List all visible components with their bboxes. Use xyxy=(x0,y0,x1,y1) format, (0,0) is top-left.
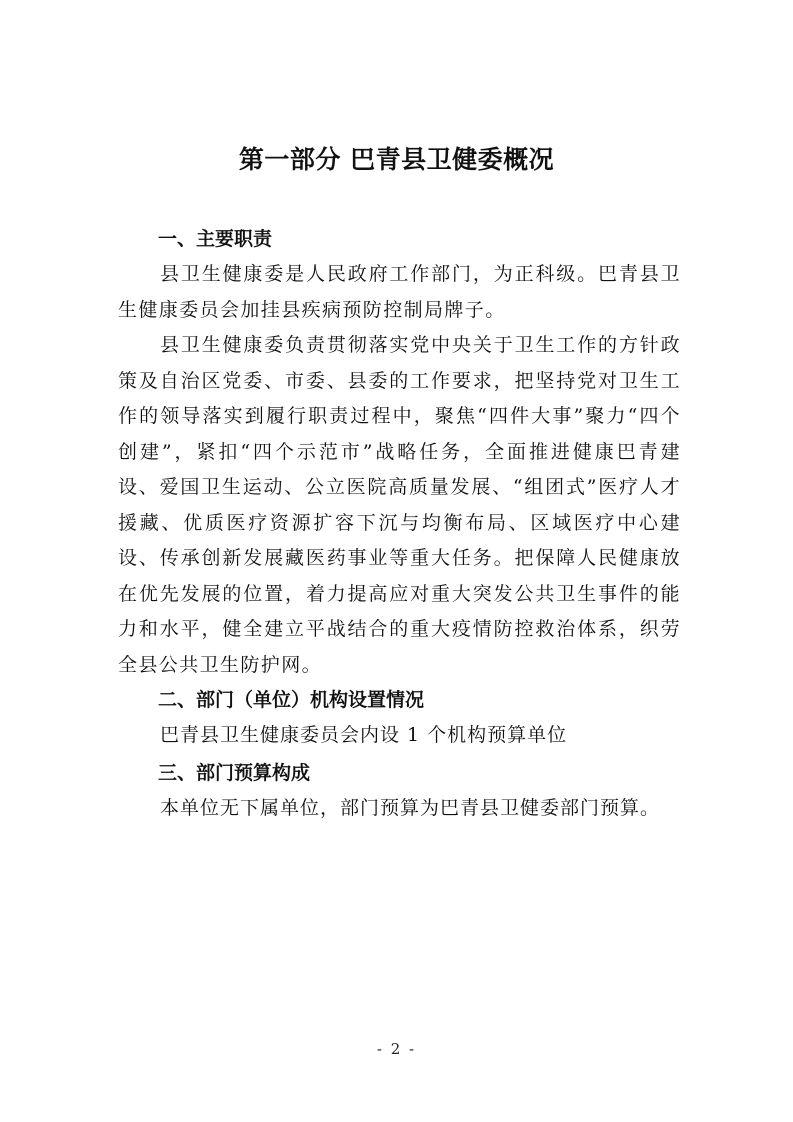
paragraph: 县卫生健康委负责贯彻落实党中央关于卫生工作的方针政策及自治区党委、市委、县委的工作要求，把坚持党对卫生工作的领导落实到履行职责过程中，聚焦“四件大事”聚力“四个创建”，紧扣“四个示范市”战略任务，全面推进健康巴青建设、爱国卫生运动、公立医院高质量发展、“组团式”医疗人才援藏、优质医疗资源扩容下沉与均衡布局、区域医疗中心建设、传承创新发展藏医药事业等重大任务。把保障人民健康放在优先发展的位置，着力提高应对重大突发公共卫生事件的能力和水平，健全建立平战结合的重大疫情防控救治体系，织劳全县公共卫生防护网。 xyxy=(118,334,681,676)
page-title: 第一部分 巴青县卫健委概况 xyxy=(238,145,555,174)
paragraph: 县卫生健康委是人民政府工作部门，为正科级。巴青县卫生健康委员会加挂县疾病预防控制局牌子。 xyxy=(118,263,681,321)
section-heading: 三、部门预算构成 xyxy=(158,761,311,784)
page-number: - 2 - xyxy=(376,1040,417,1058)
section-organization xyxy=(118,683,681,754)
document-body xyxy=(118,222,681,826)
section-budget-composition xyxy=(118,756,681,827)
section-main-duties xyxy=(118,222,681,683)
paragraph: 巴青县卫生健康委员会内设 1 个机构预算单位 xyxy=(160,724,568,746)
section-heading: 一、主要职责 xyxy=(158,228,273,250)
paragraph: 本单位无下属单位，部门预算为巴青县卫健委部门预算。 xyxy=(160,796,661,819)
section-heading: 二、部门（单位）机构设置情况 xyxy=(158,689,425,711)
